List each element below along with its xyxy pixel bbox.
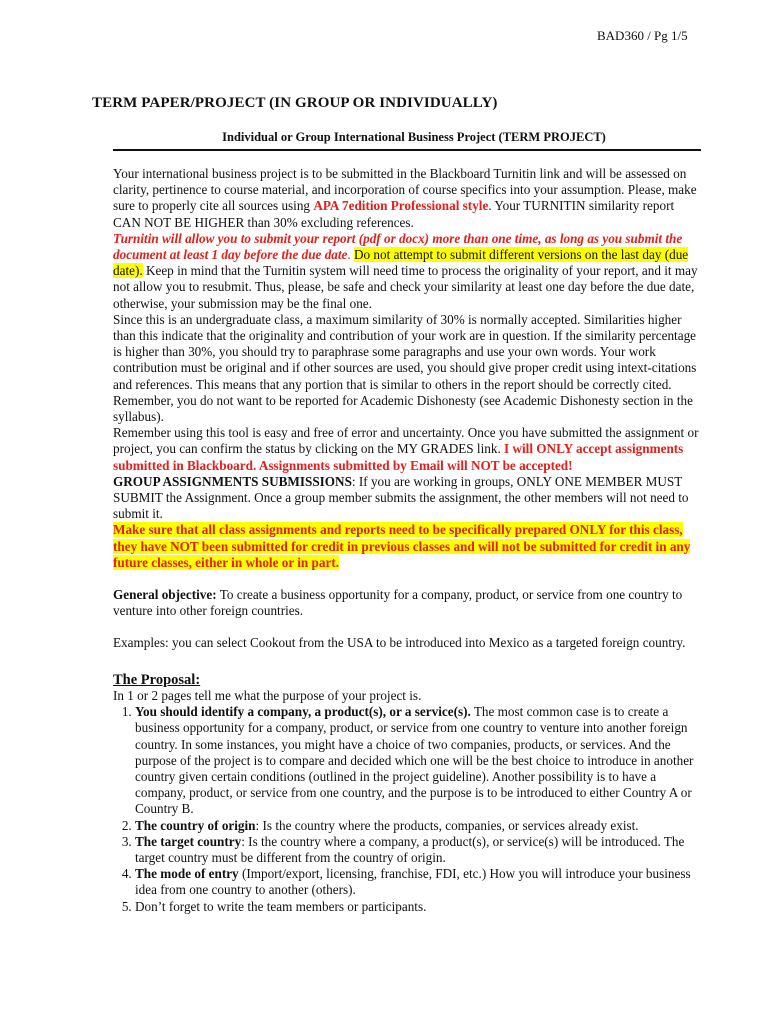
submission-text: Your international business project is to be submitted in the Blackboard Turnitin link and will be assessed on clarity, pertinence to course material, and incorporation of course specifics into your assumption. Please, make sure to properly cite all sources using <box>113 166 697 214</box>
proposal-item-text: (Import/export, licensing, franchise, FDI, etc.) How you will introduce your business idea from one country to another (others). <box>135 866 691 898</box>
spacer <box>113 619 701 635</box>
general-objective-text: To create a business opportunity for a company, product, or service from one country to venture into other foreign countries. <box>113 587 683 619</box>
general-objective-label: General objective: <box>113 587 217 603</box>
turnitin-rest-text: Keep in mind that the Turnitin system will need time to process the originality of your report, and it may not allow you to resubmit. Thus, please, be safe and check your similarity at least one day before the due date, otherwise, your submission may be the final one. <box>113 263 698 311</box>
turnitin-resubmit-warning: Turnitin will allow you to submit your report (pdf or docx) more than one time, as long as you submit the document at least 1 day before the due date <box>113 230 683 263</box>
spacer <box>113 652 701 668</box>
submission-paragraph <box>113 166 701 231</box>
document-subtitle: Individual or Group International Business Project (TERM PROJECT) <box>222 130 606 144</box>
originality-paragraph <box>113 522 701 571</box>
proposal-item-text: : Is the country where the products, companies, or services already exist. <box>255 817 639 833</box>
page-reference: BAD360 / Pg 1/5 <box>597 28 688 43</box>
group-submission-paragraph <box>113 474 701 523</box>
spacer <box>113 571 701 587</box>
proposal-item-label: You should identify a company, a product(s), or a service(s). <box>135 704 471 720</box>
turnitin-paragraph <box>113 231 701 312</box>
proposal-item-label: The country of origin <box>135 817 256 833</box>
proposal-list <box>113 704 701 915</box>
proposal-item-text: : Is the country where a company, a product(s), or service(s) will be introduced. The target country must be different from the country of origin. <box>135 833 685 865</box>
similarity-paragraph: Since this is an undergraduate class, a maximum similarity of 30% is normally accepted. Similarities higher than this indicate that the originality and contribution of your work are in question. If the similarity percentage is higher than 30%, you should try to paraphrase some paragraphs and use your own words. Your work contribution must be original and if other sources are used, you should give proper credit using intext-citations and references. This means that any portion that is similar to others in the report should be correctly cited. Remember, you do not want to be reported for Academic Dishonesty (see Academic Dishonesty section in the syllabus). <box>113 311 697 425</box>
proposal-item <box>135 834 701 866</box>
proposal-intro: In 1 or 2 pages tell me what the purpose of your project is. <box>113 687 422 703</box>
proposal-item <box>135 866 701 898</box>
originality-warning: Make sure that all class assignments and reports need to be specifically prepared ONLY for this class, they have NOT been submitted for credit in previous classes and will not be submitted for credit in any future classes, either in whole or in part. <box>113 522 691 570</box>
proposal-item <box>135 899 701 915</box>
general-objective-paragraph <box>113 587 701 619</box>
turnitin-period: . <box>347 247 355 263</box>
apa-style-emphasis: APA 7edition Professional style <box>313 198 489 214</box>
title-divider <box>113 149 701 151</box>
blackboard-paragraph <box>113 425 701 474</box>
similarity-limit-text: . Your TURNITIN similarity report CAN NOT BE HIGHER than 30% excluding references. <box>113 198 675 230</box>
proposal-item <box>135 704 701 817</box>
proposal-item-label: The mode of entry <box>135 866 239 882</box>
group-submission-label: GROUP ASSIGNMENTS SUBMISSIONS <box>113 473 352 489</box>
document-body <box>113 166 701 915</box>
proposal-heading: The Proposal: <box>113 671 201 688</box>
document-title: TERM PAPER/PROJECT (IN GROUP OR INDIVIDUALLY) <box>92 95 498 111</box>
proposal-item-text: The most common case is to create a business opportunity for a company, product, or service from one country to venture into another foreign country. In some instances, you might have a choice of two companies, products, or services. And the purpose of the project is to compare and decided which one will be the best choice to introduce in another country given certain conditions (outlined in the project guideline). Another possibility is to have a company, product, or service from one country, and the purpose is to be introduced to either Country A or Country B. <box>135 704 694 817</box>
group-submission-text: : If you are working in groups, ONLY ONE MEMBER MUST SUBMIT the Assignment. Once a group member submits the assignment, the other members will not need to submit it. <box>113 473 689 522</box>
proposal-item <box>135 818 701 834</box>
last-day-highlight: Do not attempt to submit different versions on the last day (due date). <box>113 247 689 279</box>
examples-paragraph: Examples: you can select Cookout from the USA to be introduced into Mexico as a targeted foreign country. <box>113 635 686 651</box>
blackboard-only-warning: I will ONLY accept assignments submitted in Blackboard. Assignments submitted by Email will NOT be accepted! <box>113 441 684 473</box>
blackboard-text: Remember using this tool is easy and free of error and uncertainty. Once you have submitted the assignment or project, you can confirm the status by clicking on the MY GRADES link. <box>113 425 699 457</box>
proposal-item-text: Don’t forget to write the team members or participants. <box>135 898 427 914</box>
proposal-item-label: The target country <box>135 833 242 849</box>
